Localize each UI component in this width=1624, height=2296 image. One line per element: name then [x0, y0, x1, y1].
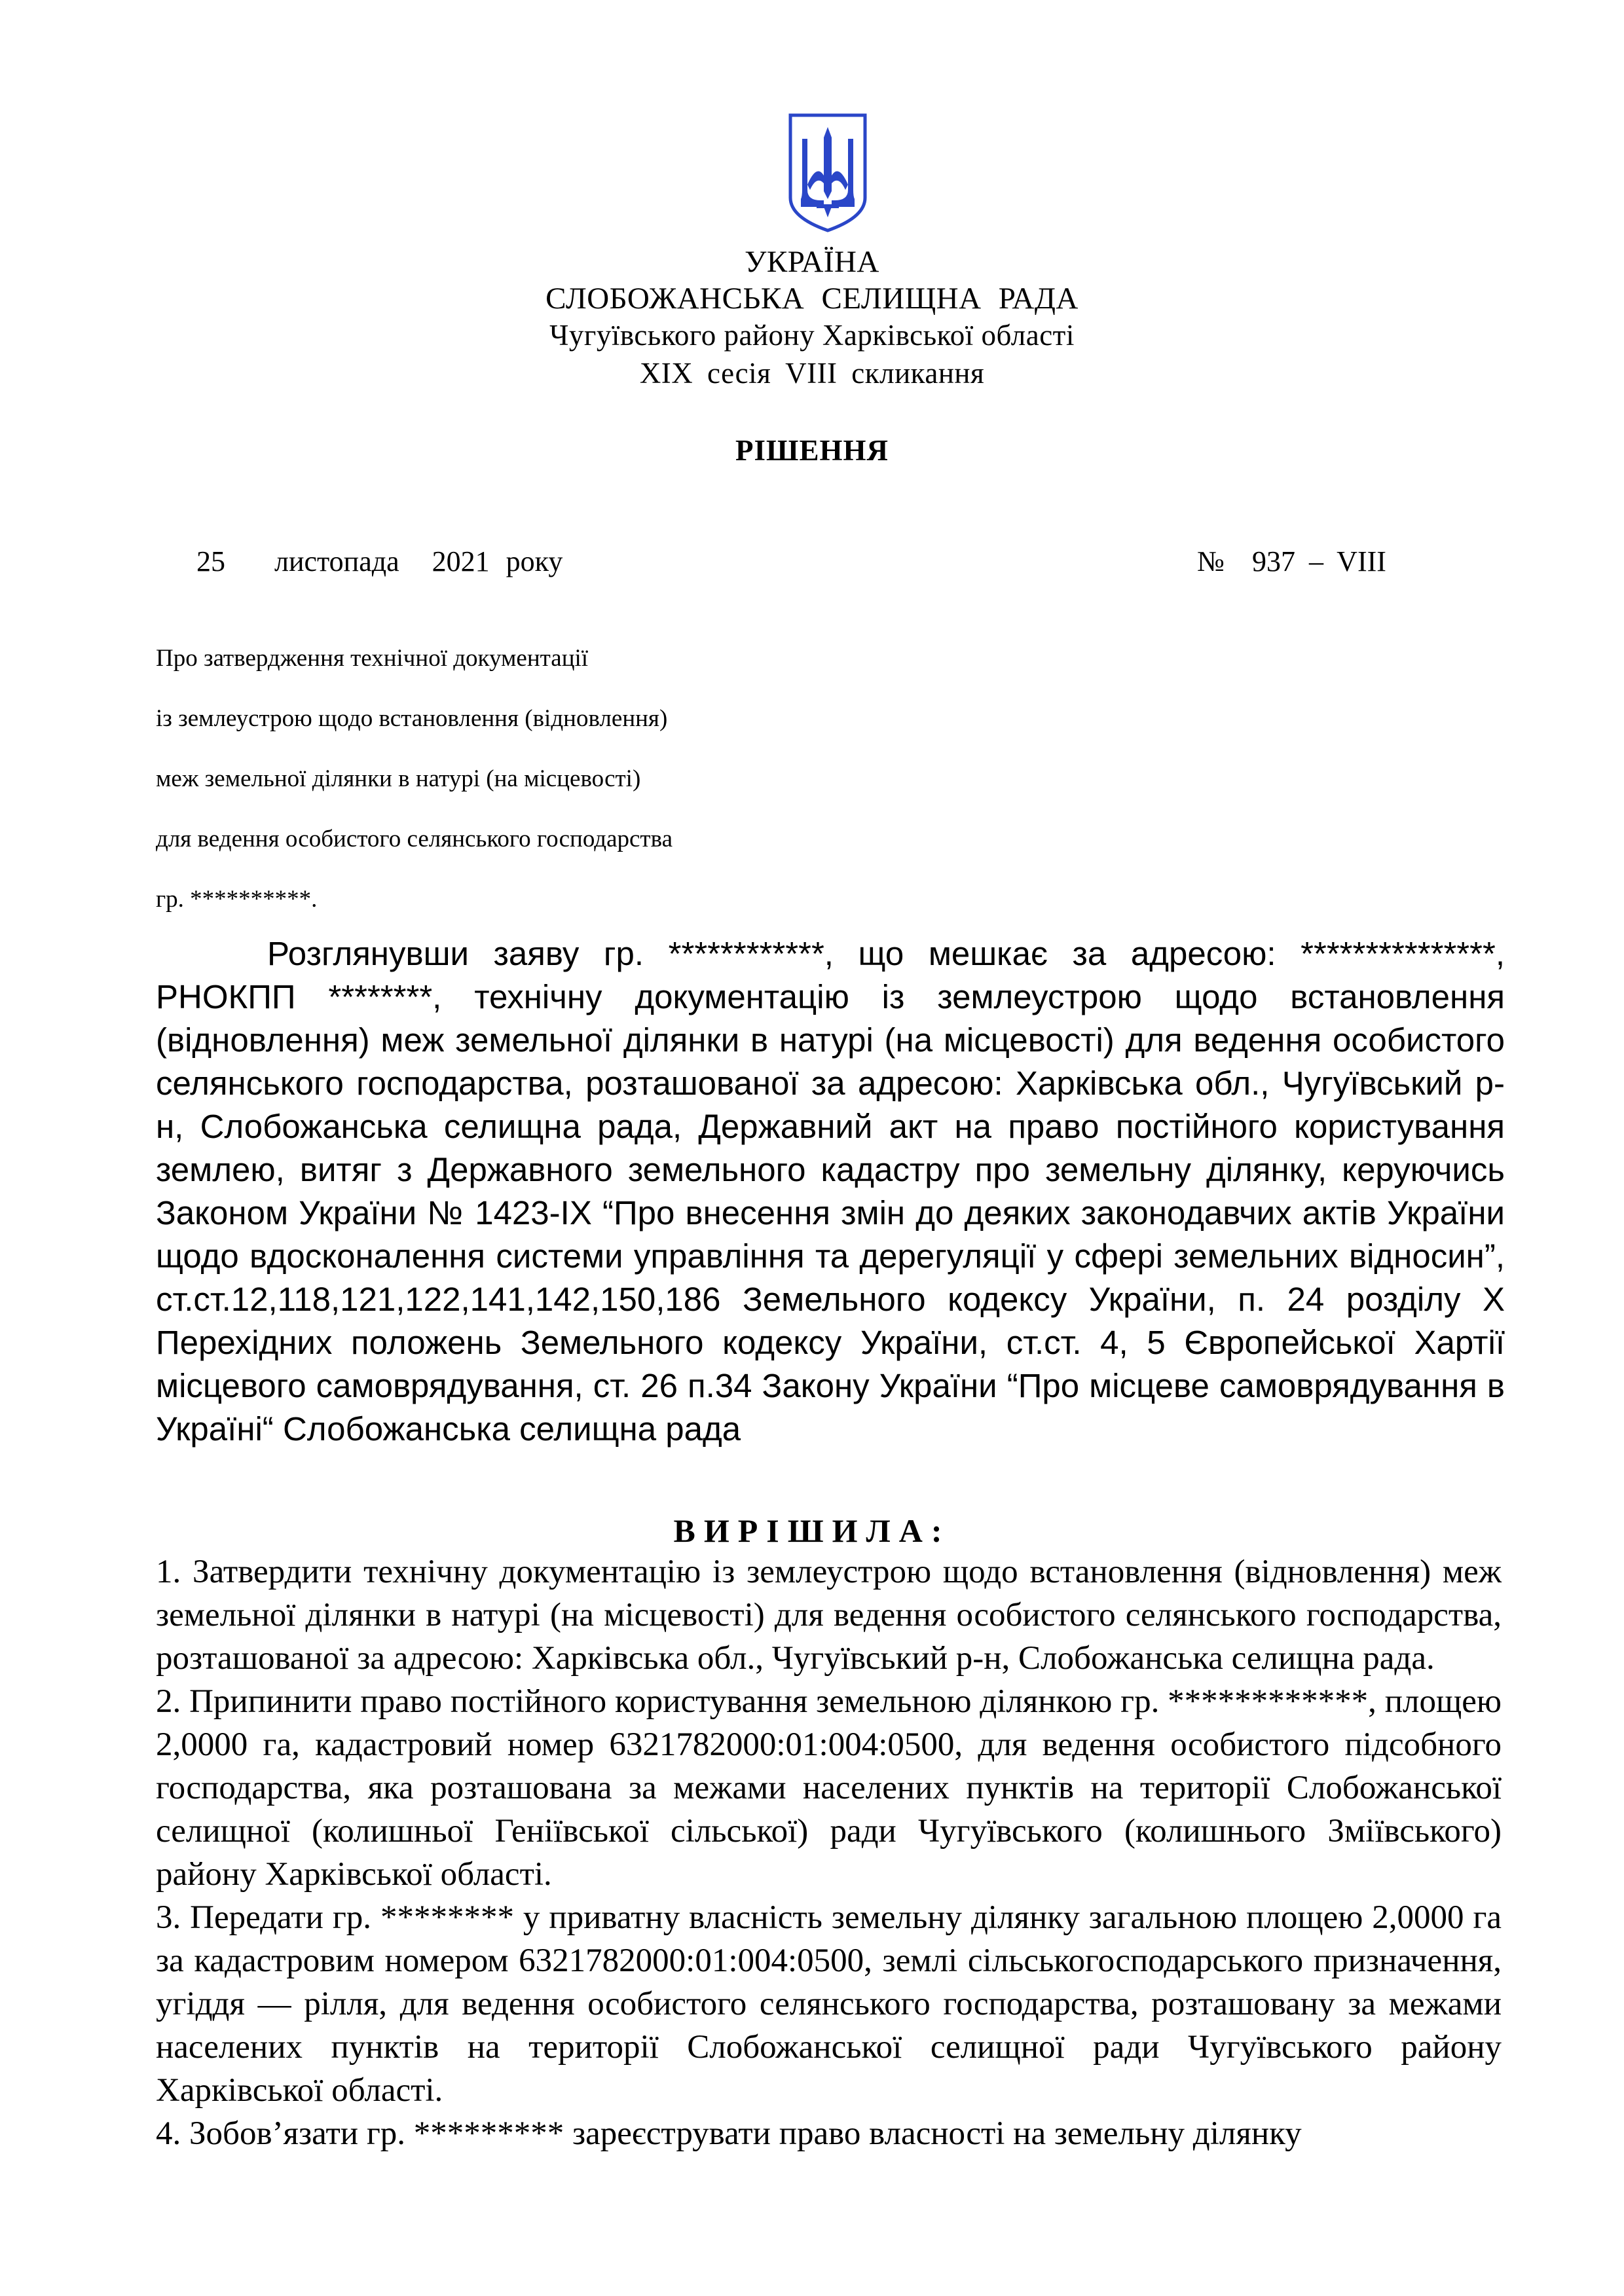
subject-line: гр. **********. — [156, 886, 318, 913]
subject-line: із землеустрою щодо встановлення (відновлення) — [156, 705, 668, 732]
coat-of-arms-of-ukraine-icon — [788, 113, 868, 233]
council-name: СЛОБОЖАНСЬКА СЕЛИЩНА РАДА — [545, 282, 1079, 316]
subject-line: Про затвердження технічної документації — [156, 645, 589, 672]
preamble-block — [156, 932, 1505, 1451]
decision-item-2: 2. Припинити право постійного користування земельною ділянкою гр. ************, площею 2,0000 га, кадастровий номер 6321782000:01:004:0500, для ведення особистого підсобного господарства, яка розташована за межами населених пунктів на території Слобожанської селищної (колишньої Геніївської сільської) ради Чугуївського (колишнього Зміївського) району Харківської області. — [156, 1683, 1502, 1893]
subject-line: для ведення особистого селянського господарства — [156, 826, 673, 852]
decided-heading: ВИРІШИЛА: — [673, 1512, 951, 1549]
decision-item-3: 3. Передати гр. ******** у приватну власність земельну ділянку загальною площею 2,0000 га за кадастровим номером 6321782000:01:004:0500, землі сільськогосподарського призначення, угіддя — рілля, для ведення особистого селянського господарства, розташовану за межами населених пунктів на території Слобожанської селищної ради Чугуївського району Харківської області. — [156, 1899, 1502, 2109]
decision-items — [156, 1550, 1502, 2155]
decision-item-1: 1. Затвердити технічну документацію із землеустрою щодо встановлення (відновлення) меж земельної ділянки в натурі (на місцевості) для ведення особистого селянського господарства, розташованої за адресою: Харківська обл., Чугуївський р-н, Слобожанська селищна рада. — [156, 1554, 1502, 1677]
country-name: УКРАЇНА — [745, 245, 879, 279]
subject-line: меж земельної ділянки в натурі (на місцевості) — [156, 765, 641, 792]
decision-date: 25 листопада 2021 року — [196, 545, 563, 577]
session-name: XIX сесія VIII скликання — [639, 357, 985, 390]
document-type-title: РІШЕННЯ — [735, 434, 889, 467]
preamble-text: Розглянувши заяву гр. ************, що мешкає за адресою: ***************, РНОКПП ********, технічну документацію із землеустрою щодо встановлення (відновлення) меж земельної ділянки в натурі (на місцевості) для ведення особистого селянського господарства, розташованої за адресою: Харківська обл., Чугуївський р-н, Слобожанська селищна рада, Державний акт на право постійного користування землею, витяг з Державного земельного кадастру про земельну ділянку, керуючись Законом України № 1423-IX “Про внесення змін до деяких законодавчих актів України щодо вдосконалення системи управління та дерегуляції у сфері земельних відносин”, ст.ст.12,118,121,122,141,142,150,186 Земельного кодексу України, п. 24 розділу X Перехідних положень Земельного кодексу України, ст.ст. 4, 5 Європейської Хартії місцевого самоврядування, ст. 26 п.34 Закону України “Про місцеве самоврядування в Україні“ Слобожанська селищна рада — [156, 935, 1505, 1448]
decision-item-4: 4. Зобов’язати гр. ********* зареєструвати право власності на земельну ділянку — [156, 2115, 1302, 2152]
decision-subject — [156, 642, 673, 943]
district-name: Чугуївського району Харківської області — [549, 319, 1075, 352]
decision-number: № 937 – VIII — [1197, 545, 1386, 577]
